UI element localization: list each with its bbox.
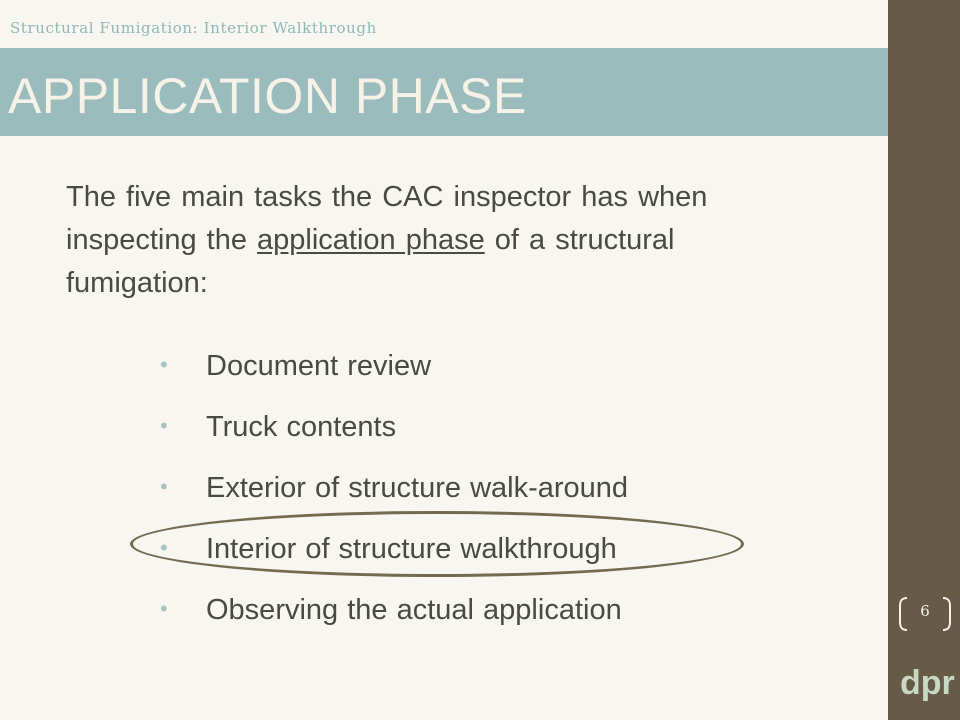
page-title: APPLICATION PHASE (8, 68, 527, 124)
logo-text: dpr (900, 664, 955, 702)
task-label: Truck contents (206, 411, 397, 443)
task-truck-contents (160, 408, 396, 445)
intro-text-after: of a structural fumigation: (66, 224, 675, 299)
intro-text (66, 176, 778, 305)
bullet-icon: • (160, 352, 168, 377)
task-exterior-walk-around (160, 469, 628, 506)
dpr-logo-icon (898, 658, 956, 708)
task-label: Interior of structure walkthrough (206, 533, 617, 565)
application-phase-link[interactable]: application phase (257, 224, 485, 256)
task-label: Observing the actual application (206, 594, 622, 626)
highlight-oval (130, 511, 744, 577)
task-label: Exterior of structure walk-around (206, 472, 629, 504)
breadcrumb: Structural Fumigation: Interior Walkthrough (10, 19, 377, 37)
page-number: 6 (920, 602, 930, 620)
bullet-icon: • (160, 596, 168, 621)
task-observing-application (160, 591, 622, 628)
intro-text-before: The five main tasks the CAC inspector has when inspecting the (66, 181, 708, 256)
task-document-review (160, 347, 431, 384)
task-label: Document review (206, 350, 432, 382)
bullet-icon: • (160, 535, 168, 560)
bullet-icon: • (160, 474, 168, 499)
bullet-icon: • (160, 413, 168, 438)
